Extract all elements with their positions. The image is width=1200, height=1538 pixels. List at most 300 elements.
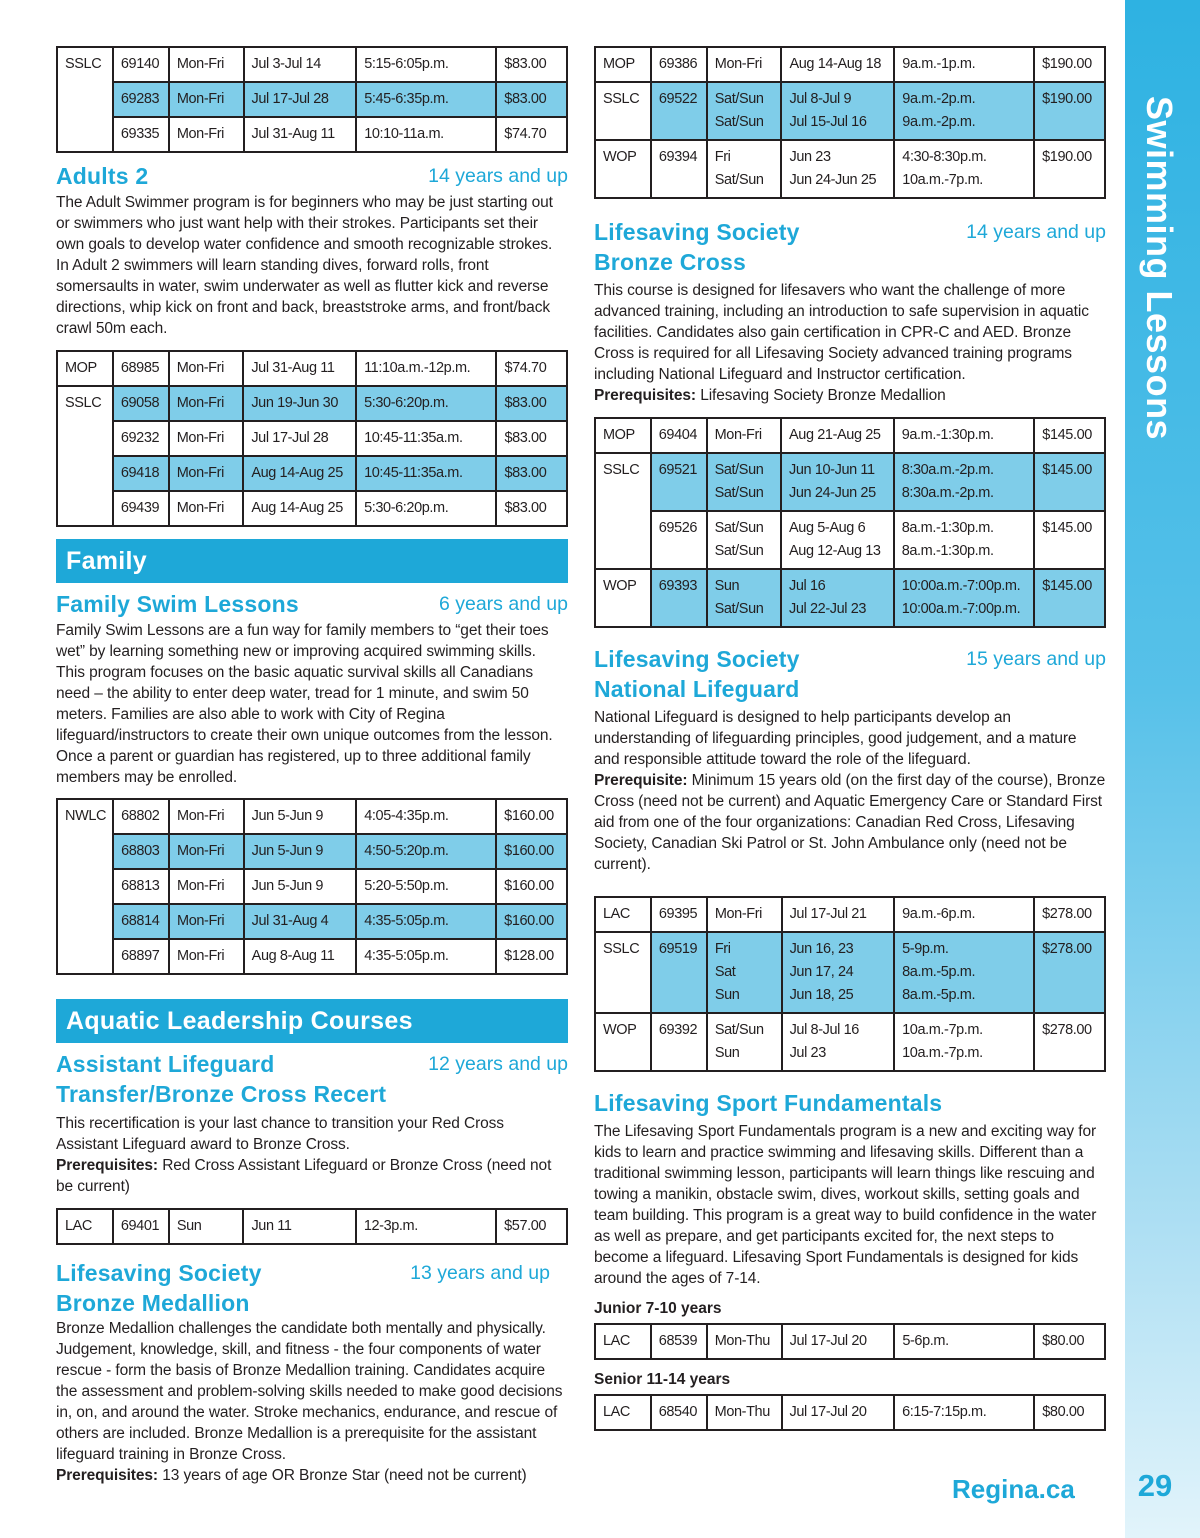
days-cell [169,869,244,904]
course-code-cell: 68802 [113,799,169,834]
days-line: Sat/Sun [714,601,764,617]
table-row [595,418,1105,453]
days-line: Mon-Fri [177,808,225,824]
course-code-cell: 69393 [651,569,707,627]
category-band: Family [56,539,568,583]
table-row [595,897,1105,932]
time-cell [356,82,496,117]
dates-line: Jul 3-Jul 14 [251,56,321,72]
course-code-cell: 68985 [113,351,169,386]
days-cell [169,386,244,421]
time-cell [356,869,496,904]
time-cell [356,421,496,456]
fee-cell: $74.70 [496,351,567,386]
course-code-cell: 69394 [651,140,707,198]
dates-cell [243,456,356,491]
course-code-cell: 69404 [651,418,707,453]
bronze-cross-section [594,217,1106,628]
fee-cell: $278.00 [1034,1013,1105,1071]
dates-cell [243,1209,355,1244]
dates-line: Jul 31-Aug 11 [251,126,335,142]
time-cell [356,386,496,421]
table-row [57,834,567,869]
days-line: Mon-Fri [176,360,224,376]
prereq-label: Prerequisite: [594,772,688,789]
time-cell [356,1209,496,1244]
dates-line: Jul 17-Jul 20 [789,1404,867,1420]
time-line: 8a.m.-1:30p.m. [901,543,994,559]
prereq-label: Prerequisites: [594,387,696,404]
fee-cell: $160.00 [496,799,567,834]
dates-line: Jun 16, 23 [789,941,854,957]
dates-line: Jul 17-Jul 21 [789,906,867,922]
table-row [57,82,567,117]
time-cell [894,897,1034,932]
fee-cell: $145.00 [1034,453,1105,511]
dates-line: Jun 19-Jun 30 [251,395,339,411]
location-cell: MOP [595,418,651,453]
table-row [595,1395,1105,1430]
fee-cell: $128.00 [496,939,567,974]
dates-cell [782,1324,895,1359]
dates-line: Jun 23 [789,149,831,165]
national-lifeguard-section [594,644,1106,1072]
fee-cell: $278.00 [1034,932,1105,1013]
time-cell [894,1013,1034,1071]
days-line: Mon-Fri [176,465,224,481]
prerequisites [56,1465,568,1486]
dates-cell [781,82,894,140]
days-line: Mon-Fri [714,56,762,72]
days-line: Mon-Fri [176,91,224,107]
table-row [595,1324,1105,1359]
age-range: 12 years and up [428,1053,568,1075]
table-row [595,453,1105,511]
time-line: 5-9p.m. [902,941,949,957]
time-line: 10:45-11:35a.m. [364,430,463,446]
section-description: This course is designed for lifesavers who want the challenge of more advanced training, including an introduction to safe supervision in aquatic facilities. Candidates also gain certification in CPR-C and AED. Bronze Cross is required for all Lifesaving Society advanced training programs including National Lifeguard and Instructor certification. [594,282,1089,383]
days-line: Fri [714,941,731,957]
site-link[interactable]: Regina.ca [952,1474,1075,1504]
course-code-cell: 69401 [113,1209,169,1244]
dates-line: Aug 5-Aug 6 [789,520,866,536]
location-cell: LAC [57,1209,113,1244]
section-title-line2: National Lifeguard [594,676,800,702]
schedule-table [594,46,1106,199]
fee-cell: $80.00 [1034,1324,1105,1359]
age-range: 15 years and up [966,648,1106,670]
dates-cell [781,140,894,198]
time-line: 10:00a.m.-7:00p.m. [901,601,1021,617]
time-cell [894,140,1034,198]
time-line: 9a.m.-2p.m. [902,114,976,130]
location-cell: WOP [595,140,651,198]
location-cell: SSLC [57,47,113,152]
days-line: Mon-Fri [176,430,224,446]
dates-line: Jun 17, 24 [789,964,854,980]
dates-cell [782,897,895,932]
schedule-table [594,417,1106,628]
dates-cell [781,47,894,82]
days-line: Mon-Fri [177,843,225,859]
dates-cell [782,1013,895,1071]
dates-cell [243,491,356,526]
days-line: Mon-Fri [176,126,224,142]
time-cell [894,47,1034,82]
days-cell [169,939,244,974]
course-code-cell: 68813 [113,869,169,904]
dates-line: Jun 10-Jun 11 [789,462,875,478]
time-line: 10:45-11:35a.m. [364,465,463,481]
days-line: Sun [714,987,740,1003]
course-code-cell: 69335 [113,117,169,152]
section-title-line2: Bronze Cross [594,249,746,275]
dates-line: Aug 21-Aug 25 [789,427,881,443]
location-cell: MOP [595,47,651,82]
time-line: 11:10a.m.-12p.m. [364,360,471,376]
days-cell [707,932,782,1013]
location-cell: LAC [595,1395,651,1430]
dates-cell [781,511,894,569]
time-line: 12-3p.m. [363,1218,418,1234]
fee-cell: $83.00 [496,456,567,491]
course-code-cell: 69386 [651,47,707,82]
time-line: 4:35-5:05p.m. [364,948,449,964]
dates-cell [243,421,356,456]
fee-cell: $83.00 [496,421,567,456]
dates-cell [244,47,357,82]
time-line: 10a.m.-7p.m. [902,172,983,188]
days-line: Mon-Fri [177,913,225,929]
table-row [595,569,1105,627]
fee-cell: $83.00 [496,386,567,421]
time-line: 4:05-4:35p.m. [364,808,449,824]
location-cell: LAC [595,1324,651,1359]
dates-line: Jun 24-Jun 25 [789,172,877,188]
time-cell [894,511,1035,569]
dates-cell [782,1395,895,1430]
days-line: Mon-Fri [177,878,225,894]
time-line: 4:35-5:05p.m. [364,913,449,929]
time-line: 9a.m.-6p.m. [902,906,976,922]
dates-cell [244,869,357,904]
time-line: 10a.m.-7p.m. [902,1022,983,1038]
course-code-cell: 68803 [113,834,169,869]
time-line: 6:15-7:15p.m. [902,1404,987,1420]
family-section [56,589,568,975]
course-code-cell: 69522 [651,82,707,140]
days-cell [169,351,244,386]
course-code-cell: 68814 [113,904,169,939]
days-line: Mon-Fri [714,906,762,922]
schedule-table [56,1208,568,1245]
fee-cell: $190.00 [1034,47,1105,82]
fee-cell: $83.00 [496,47,567,82]
days-line: Sun [714,1045,740,1061]
table-row [57,491,567,526]
days-cell [707,511,781,569]
time-line: 9a.m.-1p.m. [902,56,976,72]
bronze-medallion-section [56,1258,568,1486]
section-title: Lifesaving Society [594,219,800,245]
days-line: Mon-Fri [176,500,224,516]
dates-cell [244,82,357,117]
dates-line: Jul 15-Jul 16 [789,114,867,130]
left-column [56,46,568,1486]
days-line: Mon-Fri [176,395,224,411]
table-row [595,140,1105,198]
location-cell: NWLC [57,799,113,974]
junior-label: Junior 7-10 years [594,1300,722,1317]
senior-label: Senior 11-14 years [594,1371,731,1388]
time-line: 8a.m.-1:30p.m. [901,520,994,536]
dates-line: Jul 23 [789,1045,826,1061]
time-cell [356,47,496,82]
days-line: Sat/Sun [714,91,764,107]
time-line: 10:10-11a.m. [364,126,444,142]
days-cell [707,453,781,511]
table-row [595,82,1105,140]
course-code-cell: 69418 [113,456,169,491]
dates-line: Jun 11 [251,1218,292,1234]
fee-cell: $278.00 [1034,897,1105,932]
time-line: 8a.m.-5p.m. [902,964,976,980]
dates-line: Jul 17-Jul 28 [251,430,329,446]
dates-line: Jun 24-Jun 25 [789,485,876,501]
dates-cell [781,569,894,627]
schedule-table [594,896,1106,1072]
time-line: 10a.m.-7p.m. [902,1045,983,1061]
adults2-section [56,161,568,527]
course-code-cell: 69395 [651,897,707,932]
time-cell [894,418,1035,453]
table-row [57,117,567,152]
table-row [595,511,1105,569]
prereq-text: Minimum 15 years old (on the first day of the course), Bronze Cross (need not be current) and Aquatic Emergency Care or Standard First aid from one of the four organizations: Canadian Red Cross, Lifesaving Society, Canadian Ski Patrol or St. John Ambulance only (need not be current). [594,772,1106,873]
dates-cell [244,904,357,939]
fee-cell: $145.00 [1034,569,1105,627]
dates-line: Jun 5-Jun 9 [251,843,324,859]
section-description: Bronze Medallion challenges the candidate both mentally and physically. Judgement, knowledge, skill, and fitness - the four components of water rescue - form the basis of Bronze Medallion training. Candidates acquire the assessment and problem-solving skills needed to make good decisions in, on, and around the water. Stroke mechanics, endurance, and rescue of others are included. Bronze Medallion is a prerequisite for the assistant lifeguard training in Bronze Cross. [56,1320,563,1463]
schedule-table [56,798,568,975]
table-row [57,939,567,974]
days-cell [707,140,782,198]
prerequisites [594,770,1106,875]
section-title: Lifesaving Sport Fundamentals [594,1090,943,1116]
time-line: 5:20-5:50p.m. [364,878,449,894]
days-cell [169,834,244,869]
section-description: The Lifesaving Sport Fundamentals program is a new and exciting way for kids to learn and practice swimming and lifesaving skills. Different than a traditional swimming lesson, participants will learn things like rescuing and towing a manikin, obstacle swim, dives, workout skills, setting goals and team building. This program is a great way to build confidence in the water as well as prepare, and get participants excited for, the next steps to become a lifeguard. Lifesaving Sport Fundamentals is designed for kids around the ages of 7-14. [594,1123,1097,1287]
section-title: Lifesaving Society [594,646,800,672]
table-row [57,904,567,939]
time-line: 4:50-5:20p.m. [364,843,449,859]
time-cell [894,1324,1034,1359]
time-line: 8a.m.-5p.m. [902,987,976,1003]
dates-cell [244,834,357,869]
time-line: 4:30-8:30p.m. [902,149,987,165]
schedule-table [594,1394,1106,1431]
days-line: Sat/Sun [714,520,764,536]
dates-line: Jun 5-Jun 9 [251,808,324,824]
days-cell [169,491,244,526]
dates-line: Jun 5-Jun 9 [251,878,324,894]
right-column [594,46,1106,1431]
days-cell [169,47,244,82]
days-line: Sat/Sun [714,543,764,559]
course-code-cell: 69058 [113,386,169,421]
section-title: Assistant Lifeguard [56,1051,275,1077]
schedule-table [594,1323,1106,1360]
time-cell [356,456,496,491]
dates-line: Jul 31-Aug 4 [251,913,329,929]
section-title: Lifesaving Society [56,1260,262,1286]
days-cell [707,897,782,932]
table-row [57,47,567,82]
days-line: Sun [714,578,740,594]
table-row [57,456,567,491]
table-row [57,421,567,456]
side-tab-label: Swimming Lessons [1139,96,1180,441]
age-range: 14 years and up [428,165,568,187]
table-row [57,869,567,904]
dates-cell [244,117,357,152]
dates-line: Aug 12-Aug 13 [789,543,881,559]
prereq-text: Lifesaving Society Bronze Medallion [695,387,946,404]
schedule-table [56,350,568,527]
table-row [595,1013,1105,1071]
table-row [57,799,567,834]
dates-line: Jul 22-Jul 23 [789,601,867,617]
category-band: Aquatic Leadership Courses [56,999,568,1043]
time-line: 5:30-6:20p.m. [364,500,449,516]
time-cell [894,932,1034,1013]
days-line: Sat/Sun [714,485,764,501]
location-cell: SSLC [57,386,113,526]
dates-line: Jul 17-Jul 20 [789,1333,867,1349]
days-line: Sat [714,964,736,980]
dates-cell [782,932,895,1013]
dates-line: Aug 8-Aug 11 [251,948,335,964]
time-cell [894,453,1035,511]
location-cell: SSLC [595,82,651,140]
time-line: 9a.m.-1:30p.m. [901,427,994,443]
prerequisites [56,1155,568,1197]
days-line: Mon-Fri [177,948,225,964]
days-line: Fri [714,149,731,165]
fee-cell: $160.00 [496,904,567,939]
time-cell [894,569,1035,627]
days-line: Mon-Fri [176,56,224,72]
location-cell: LAC [595,897,651,932]
course-code-cell: 69140 [113,47,169,82]
course-code-cell: 69521 [651,453,707,511]
time-line: 8:30a.m.-2p.m. [901,485,994,501]
course-code-cell: 68897 [113,939,169,974]
days-line: Mon-Fri [714,427,762,443]
dates-cell [243,386,356,421]
location-cell: MOP [57,351,113,386]
dates-line: Jun 18, 25 [789,987,854,1003]
time-cell [356,351,496,386]
time-cell [356,939,496,974]
prereq-text: Red Cross Assistant Lifeguard or Bronze Cross (need not be current) [56,1157,552,1195]
fee-cell: $57.00 [496,1209,567,1244]
fee-cell: $80.00 [1034,1395,1105,1430]
fee-cell: $74.70 [496,117,567,152]
fee-cell: $145.00 [1034,418,1105,453]
dates-cell [781,453,894,511]
age-range: 13 years and up [410,1262,550,1284]
fee-cell: $83.00 [496,82,567,117]
time-cell [894,82,1034,140]
section-title-line2: Transfer/Bronze Cross Recert [56,1081,387,1107]
dates-line: Aug 14-Aug 25 [251,500,343,516]
days-line: Sat/Sun [714,172,764,188]
table-row [595,47,1105,82]
table-row [595,932,1105,1013]
days-line: Sat/Sun [714,1022,764,1038]
days-cell [707,1013,782,1071]
time-cell [356,117,496,152]
days-cell [707,47,782,82]
days-cell [707,569,781,627]
days-cell [707,1395,782,1430]
days-cell [169,82,244,117]
page-number: 29 [1137,1468,1173,1503]
dates-cell [244,799,357,834]
assistant-lifeguard-section [56,1049,568,1245]
time-line: 9a.m.-2p.m. [902,91,976,107]
section-description: National Lifeguard is designed to help participants develop an understanding of lifeguarding principles, good judgement, and a mature and responsible attitude toward the role of the lifeguard. [594,709,1077,768]
dates-line: Jul 16 [789,578,826,594]
fee-cell: $190.00 [1034,82,1105,140]
days-line: Sat/Sun [714,462,764,478]
dates-line: Aug 14-Aug 18 [789,56,882,72]
location-cell: WOP [595,1013,651,1071]
days-cell [169,1209,244,1244]
course-code-cell: 69526 [651,511,707,569]
time-cell [356,834,496,869]
location-cell: WOP [595,569,651,627]
prereq-label: Prerequisites: [56,1157,158,1174]
section-description: The Adult Swimmer program is for beginners who may be just starting out or swimmers who just want help with their strokes. Participants set their own goals to develop water confidence and smooth recognizable strokes. In Adult 2 swimmers will learn standing dives, forward rolls, front somersaults in water, swim underwater as well as flutter kick and reverse directions, whip kick on front and back, breaststroke arms, and front/back crawl 50m each. [56,194,553,337]
course-code-cell: 69392 [651,1013,707,1071]
dates-cell [243,351,356,386]
section-title: Adults 2 [56,163,149,189]
days-cell [169,904,244,939]
days-cell [169,799,244,834]
days-line: Sat/Sun [714,114,764,130]
days-cell [169,117,244,152]
days-line: Mon-Thu [714,1333,770,1349]
section-description: Family Swim Lessons are a fun way for family members to “get their toes wet” by learning something new or improving acquired swimming skills. This program focuses on the basic aquatic survival skills all Canadians need – the ability to enter deep water, tread for 1 minute, and swim 50 meters. Families are also able to work with City of Regina lifeguard/instructors to create their own unique outcomes from the lesson. Once a parent or guardian has registered, up to three additional family members may be enrolled. [56,622,553,786]
location-cell: SSLC [595,453,651,569]
section-description: This recertification is your last chance to transition your Red Cross Assistant Lifeguard award to Bronze Cross. [56,1115,504,1153]
days-line: Sun [176,1218,202,1234]
fee-cell: $83.00 [496,491,567,526]
dates-line: Jul 31-Aug 11 [251,360,335,376]
dates-line: Jul 8-Jul 16 [789,1022,859,1038]
location-cell: SSLC [595,932,651,1013]
fee-cell: $145.00 [1034,511,1105,569]
section-title-line2: Bronze Medallion [56,1290,250,1316]
prereq-text: 13 years of age OR Bronze Star (need not be current) [157,1467,527,1484]
time-line: 5:30-6:20p.m. [364,395,449,411]
course-code-cell: 68539 [651,1324,707,1359]
course-code-cell: 68540 [651,1395,707,1430]
time-cell [356,904,496,939]
sport-fundamentals-section [594,1088,1106,1431]
